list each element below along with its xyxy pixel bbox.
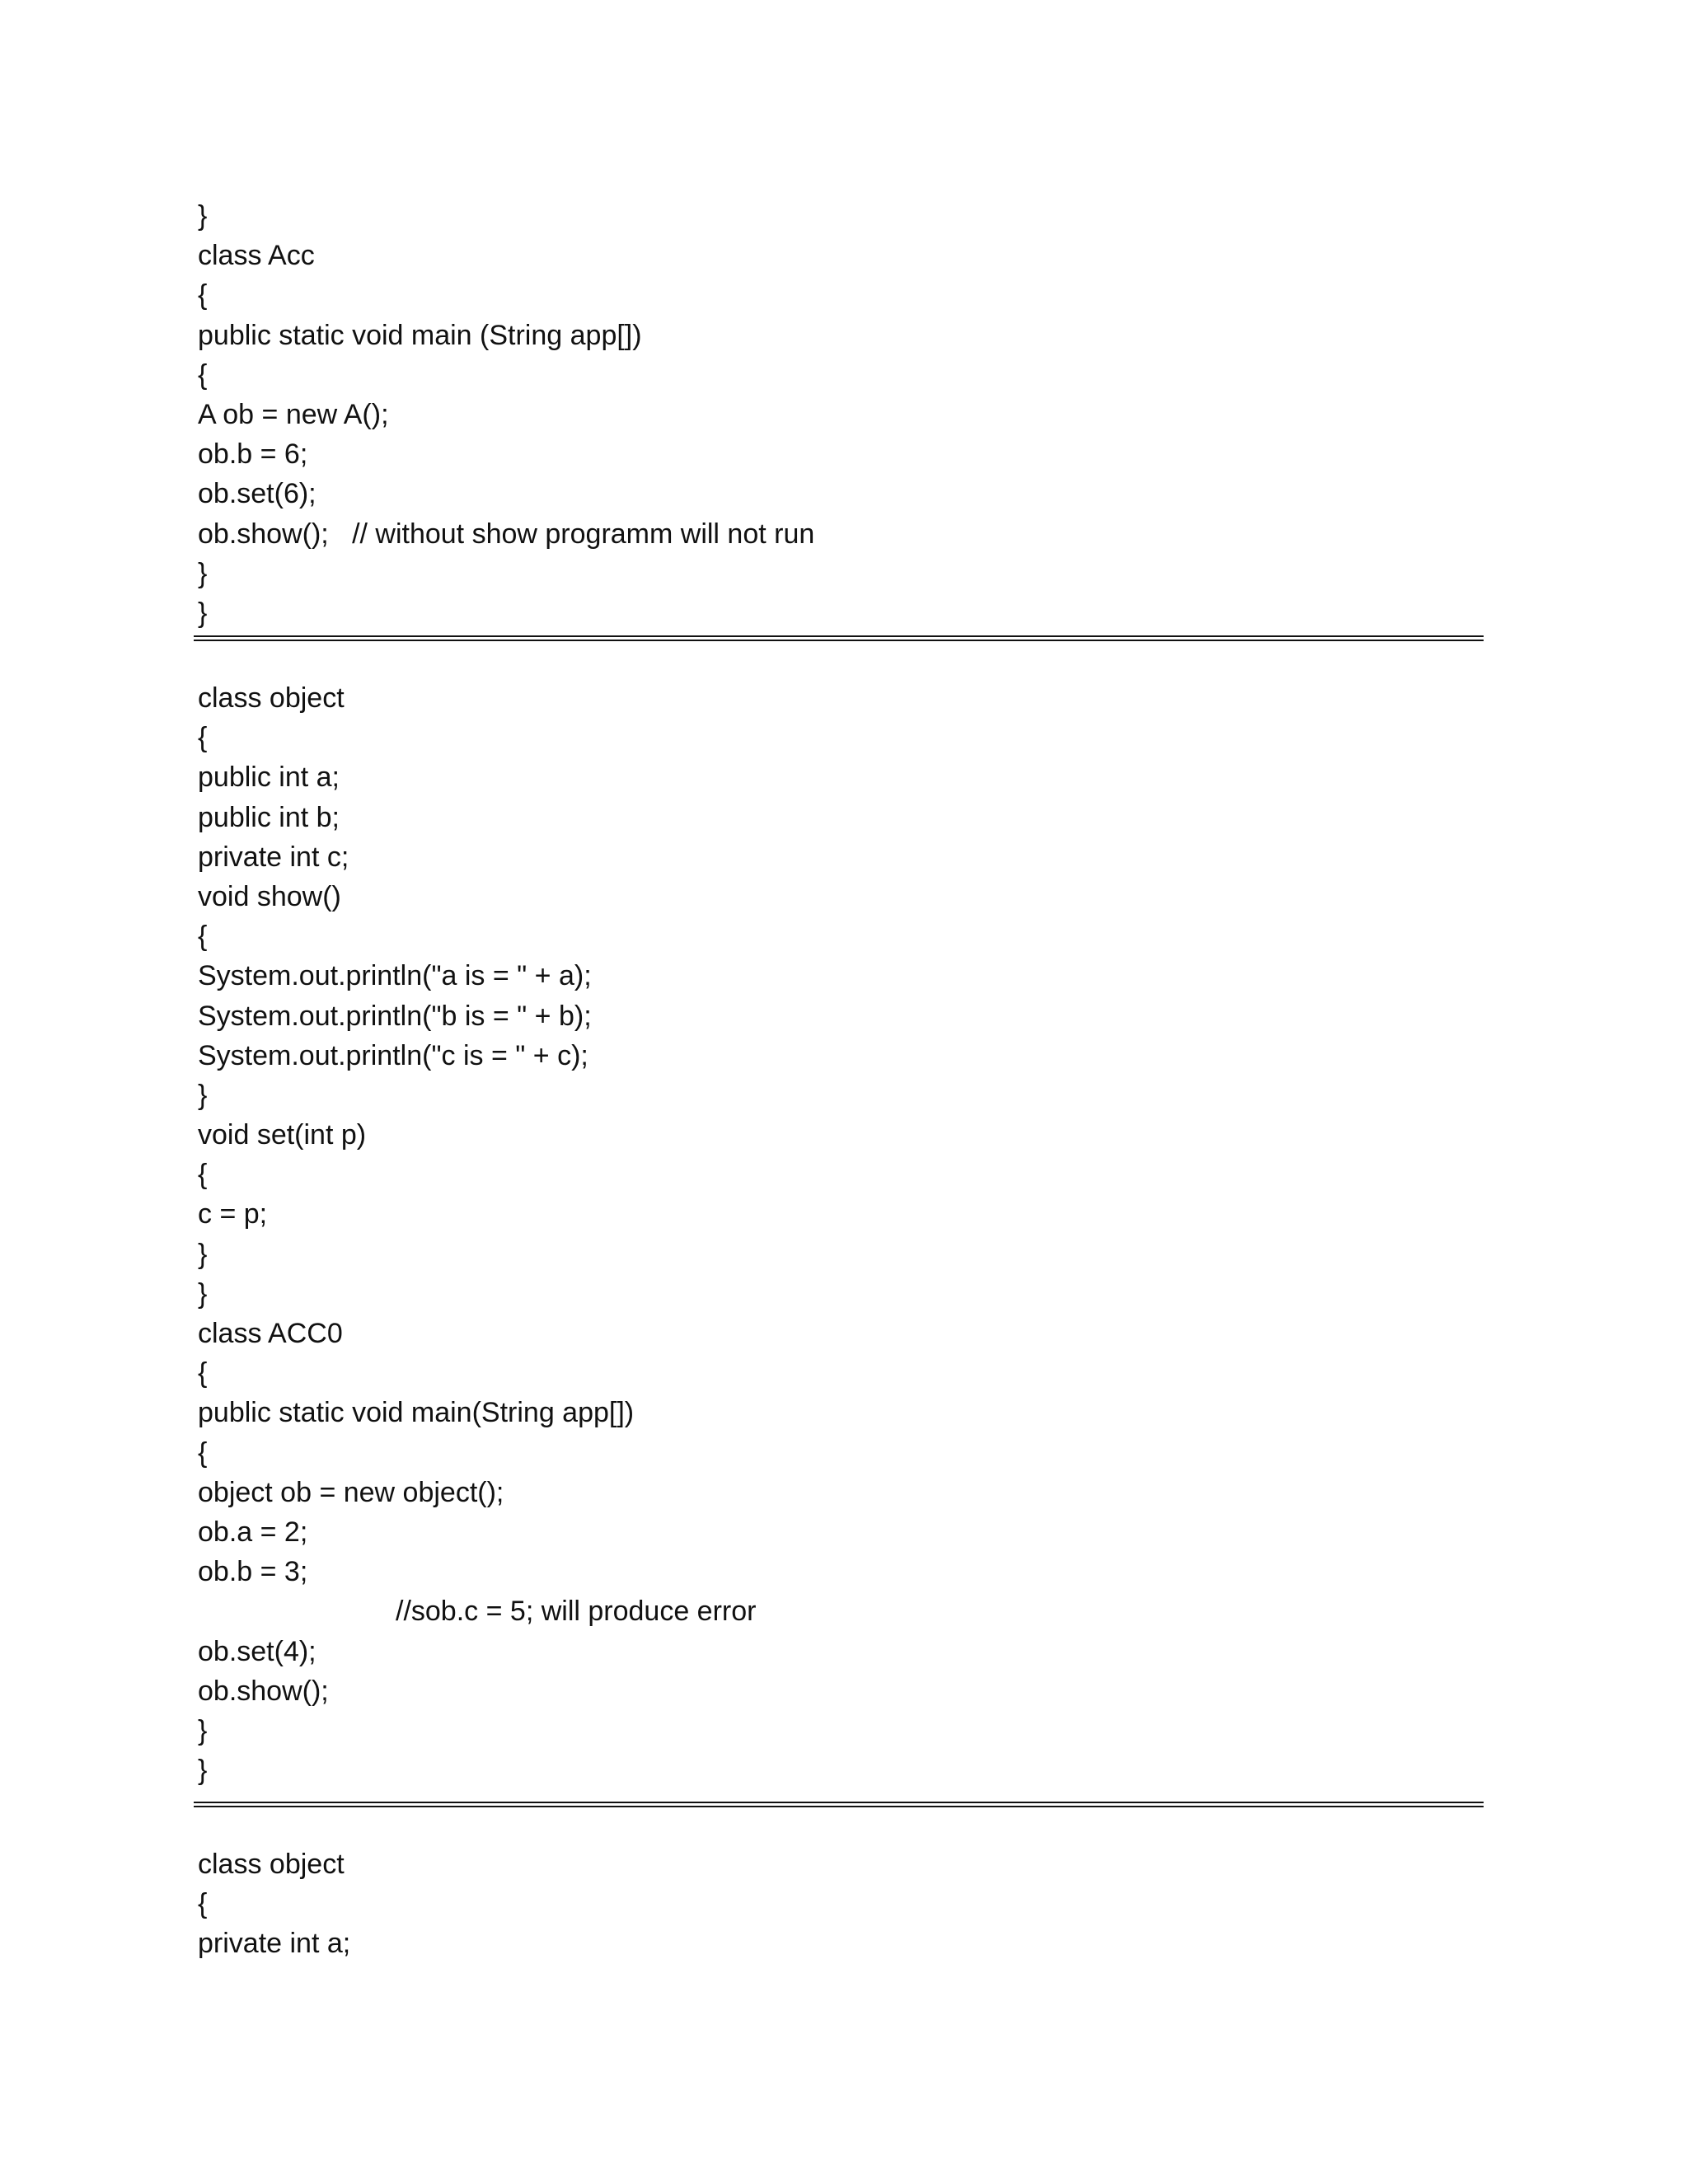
code-line: }: [198, 1277, 208, 1310]
code-line: class Acc: [198, 240, 315, 272]
code-line: }: [198, 1238, 208, 1270]
code-block-object-private: [198, 1844, 1484, 1964]
code-line: ob.b = 3;: [198, 1556, 308, 1588]
code-line: private int c;: [198, 841, 349, 873]
code-line: public static void main(String app[]): [198, 1397, 635, 1429]
double-rule-separator: [194, 1802, 1484, 1807]
code-line: class ACC0: [198, 1318, 343, 1349]
code-line: {: [198, 1888, 208, 1920]
code-line: c = p;: [198, 1198, 268, 1230]
code-line: System.out.println("b is = " + b);: [198, 1000, 592, 1032]
code-line: public static void main (String app[]): [198, 319, 642, 351]
code-line: {: [198, 1159, 208, 1191]
code-line: class object: [198, 682, 345, 714]
code-line: System.out.println("c is = " + c);: [198, 1039, 588, 1071]
code-line: {: [198, 279, 208, 312]
code-line: class object: [198, 1849, 345, 1880]
code-line: object ob = new object();: [198, 1476, 504, 1508]
code-line: public int a;: [198, 762, 340, 794]
code-line: void set(int p): [198, 1119, 367, 1151]
code-block-acc: [198, 196, 1484, 633]
code-line: System.out.println("a is = " + a);: [198, 960, 592, 992]
code-line: ob.a = 2;: [198, 1516, 308, 1548]
code-line: ob.set(4);: [198, 1635, 316, 1667]
code-line: ob.b = 6;: [198, 438, 308, 471]
code-line: {: [198, 921, 208, 953]
code-line: void show(): [198, 880, 341, 912]
code-block-object-acc0: [198, 678, 1484, 1790]
code-line: ob.set(6);: [198, 478, 316, 510]
code-line: {: [198, 722, 208, 754]
code-comment-line: //sob.c = 5; will produce error: [396, 1596, 757, 1628]
code-line: {: [198, 1357, 208, 1390]
code-line: {: [198, 359, 208, 391]
code-line: {: [198, 1436, 208, 1469]
code-line: public int b;: [198, 801, 340, 833]
code-line: A ob = new A();: [198, 398, 389, 430]
code-line: }: [198, 1714, 208, 1746]
code-line: }: [198, 1755, 208, 1787]
code-line: private int a;: [198, 1928, 351, 1960]
code-line: ob.show(); // without show programm will not run: [198, 518, 815, 550]
code-line: }: [198, 1079, 208, 1111]
code-line: }: [198, 557, 208, 589]
code-line: }: [198, 597, 208, 629]
code-line: }: [198, 200, 208, 232]
code-line: ob.show();: [198, 1675, 329, 1707]
double-rule-separator: [194, 635, 1484, 641]
